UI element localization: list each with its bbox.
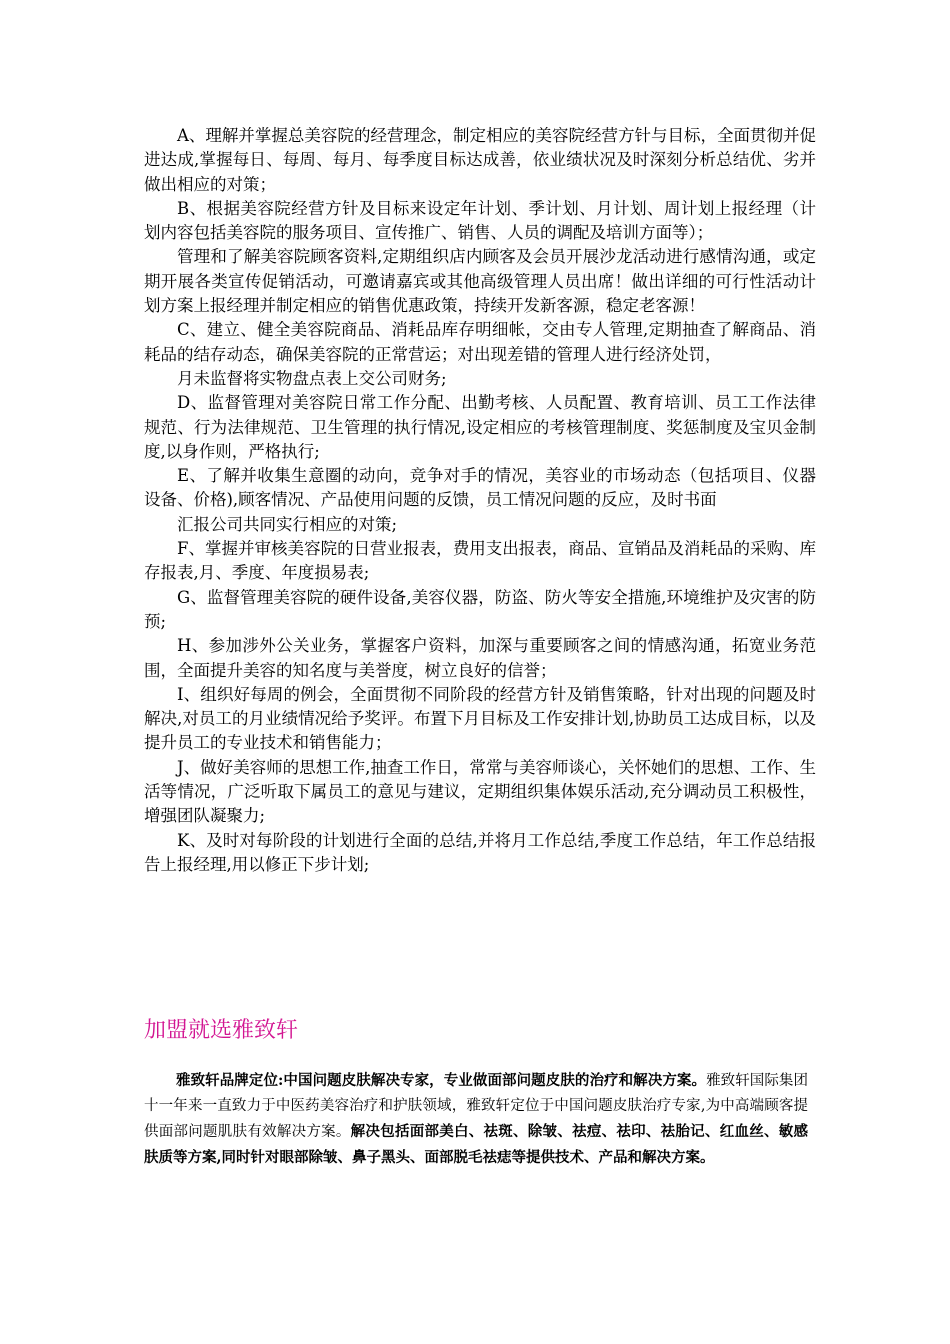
paragraph-c: C、建立、健全美容院商品、消耗品库存明细帐，交由专人管理,定期抽查了解商品、消耗品的结存动态，确保美容院的正常营运；对出现差错的管理人进行经济处罚， (144, 320, 816, 364)
paragraph-e-continued: 汇报公司共同实行相应的对策; (177, 514, 398, 534)
paragraph-b: B、根据美容院经营方针及目标来设定年计划、季计划、月计划、周计划上报经理（计划内容包括美容院的服务项目、宣传推广、销售、人员的调配及培训方面等）； (144, 198, 816, 243)
paragraph-d: D、监督管理对美容院日常工作分配、出勤考核、人员配置、教育培训、员工工作法律规范、行为法律规范、卫生管理的执行情况,设定相应的考核管理制度、奖惩制度及宝贝金制度,以身作则，严格执行; (144, 393, 816, 461)
paragraph-f: F、掌握并审核美容院的日营业报表，费用支出报表，商品、宣销品及消耗品的采购、库存报表,月、季度、年度损易表; (144, 539, 816, 583)
brand-solutions-bold: 解决包括面部美白、祛斑、除皱、祛痘、祛印、祛胎记、红血丝、敏感肤质等方案,同时针对眼部除皱、鼻子黑头、面部脱毛祛痣等提供技术、产品和解决方案。 (144, 1123, 809, 1166)
section-heading: 加盟就选雅致轩 (144, 1018, 299, 1043)
paragraph-a: A、理解并掌握总美容院的经营理念，制定相应的美容院经营方针与目标，全面贯彻并促进达成,掌握每日、每周、每月、每季度目标达成善，依业绩状况及时深刻分析总结优、劣并做出相应的对策； (144, 126, 816, 194)
paragraph-g: G、监督管理美容院的硬件设备,美容仪器，防盗、防火等安全措施,环境维护及灾害的防预; (144, 587, 816, 631)
paragraph-c-continued: 月未监督将实物盘点表上交公司财务; (177, 368, 447, 388)
brand-positioning-bold: 雅致轩品牌定位:中国问题皮肤解决专家，专业做面部问题皮肤的治疗和解决方案。 (176, 1072, 707, 1089)
paragraph-h: H、参加涉外公关业务，掌握客户资料，加深与重要顾客之间的情感沟通，拓宽业务范围，全面提升美容的知名度与美誉度，树立良好的信誉； (144, 636, 816, 680)
brand-positioning-paragraph (144, 1068, 808, 1171)
duties-body (144, 124, 816, 877)
paragraph-customer-management: 管理和了解美容院顾客资料,定期组织店内顾客及会员开展沙龙活动进行感情沟通，或定期开展各类宣传促销活动，可邀请嘉宾或其他高级管理人员出席！做出详细的可行性活动计划方案上报经理并制定相应的销售优惠政策，持续开发新客源，稳定老客源！ (144, 247, 816, 316)
brand-description: 雅致轩国际集团十一年来一直致力于中医药美容治疗和护肤领域，雅致轩定位于中国问题皮肤治疗专家,为中高端顾客提供面部问题肌肤有效解决方案。 (144, 1073, 809, 1140)
paragraph-e: E、了解并收集生意圈的动向，竞争对手的情况，美容业的市场动态（包括项目、仪器设备、价格),顾客情况、产品使用问题的反馈，员工情况问题的反应，及时书面 (144, 466, 816, 510)
paragraph-j: J、做好美容师的思想工作,抽查工作日，常常与美容师谈心，关怀她们的思想、工作、生活等情况，广泛听取下属员工的意见与建议，定期组织集体娱乐活动,充分调动员工积极性，增强团队凝聚力; (144, 757, 816, 826)
paragraph-i: I、组织好每周的例会，全面贯彻不同阶段的经营方针及销售策略，针对出现的问题及时解决,对员工的月业绩情况给予奖评。布置下月目标及工作安排计划,协助员工达成目标，以及提升员工的专业技术和销售能力； (144, 684, 816, 753)
paragraph-k: K、及时对每阶段的计划进行全面的总结,并将月工作总结,季度工作总结，年工作总结报告上报经理,用以修正下步计划; (144, 830, 816, 874)
